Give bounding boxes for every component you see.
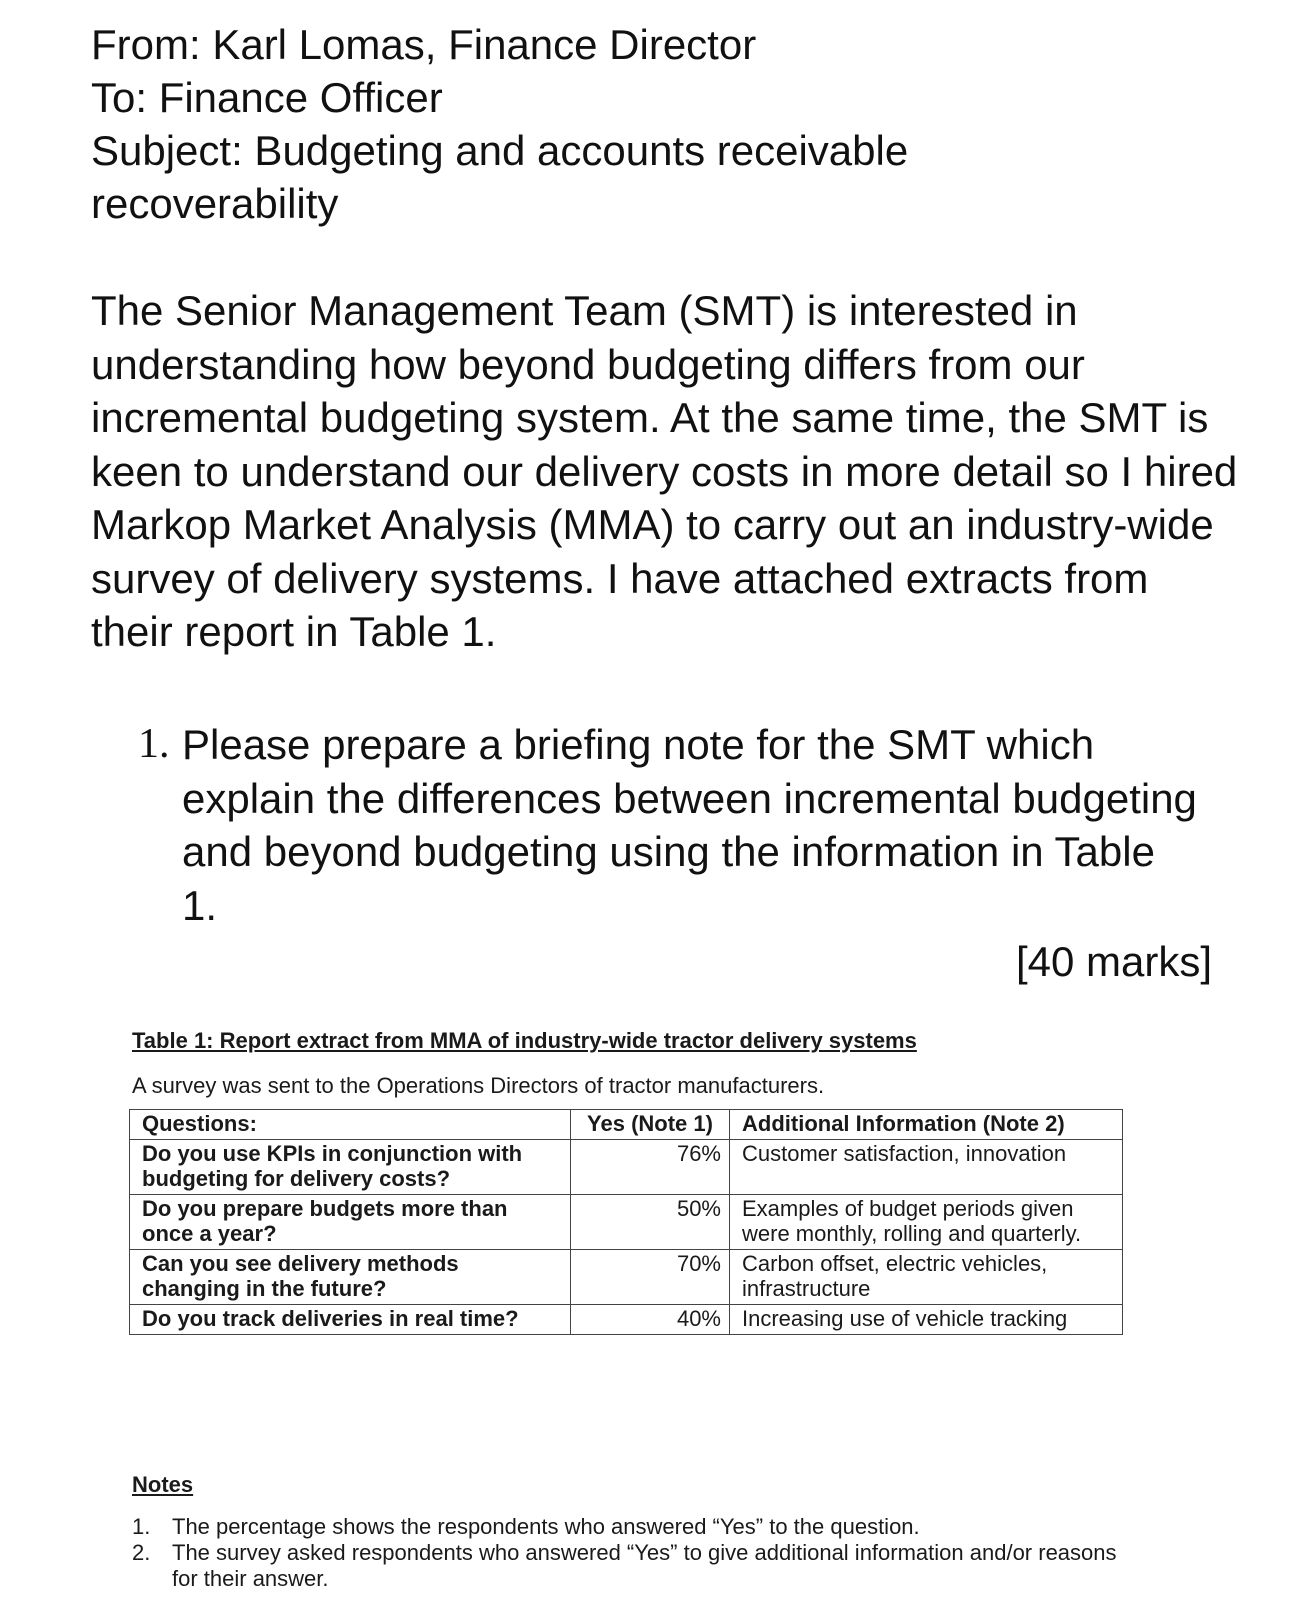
table-row	[130, 1305, 1123, 1335]
notes-title: Notes	[132, 1472, 194, 1497]
notes-list	[132, 1514, 1132, 1592]
row-question: Do you use KPIs in conjunction with budgeting for delivery costs?	[130, 1140, 571, 1195]
row-question: Do you track deliveries in real time?	[130, 1305, 571, 1335]
row-info: Examples of budget periods given were monthly, rolling and quarterly.	[730, 1195, 1123, 1250]
note-text: The survey asked respondents who answered “Yes” to give additional information and/or reasons for their answer.	[172, 1540, 1117, 1591]
row-yes: 70%	[571, 1250, 730, 1305]
note-number: 1.	[132, 1514, 151, 1539]
header-yes: Yes (Note 1)	[571, 1110, 730, 1140]
table-row	[130, 1250, 1123, 1305]
memo-from: From: Karl Lomas, Finance Director	[91, 21, 757, 68]
row-yes: 50%	[571, 1195, 730, 1250]
survey-table	[129, 1109, 1123, 1335]
table-row	[130, 1140, 1123, 1195]
row-yes: 40%	[571, 1305, 730, 1335]
row-question: Can you see delivery methods changing in the future?	[130, 1250, 571, 1305]
row-info: Customer satisfaction, innovation	[730, 1140, 1123, 1195]
row-info: Carbon offset, electric vehicles, infrastructure	[730, 1250, 1123, 1305]
memo-subject: Subject: Budgeting and accounts receivable	[91, 127, 909, 174]
table-title: Table 1: Report extract from MMA of industry-wide tractor delivery systems	[132, 1028, 917, 1053]
memo-to: To: Finance Officer	[91, 74, 443, 121]
row-yes: 76%	[571, 1140, 730, 1195]
note-number: 2.	[132, 1540, 151, 1565]
row-question: Do you prepare budgets more than once a year?	[130, 1195, 571, 1250]
question-item	[138, 718, 1198, 932]
question-text: Please prepare a briefing note for the SMT which explain the differences between incremental budgeting and beyond budgeting using the information in Table 1.	[182, 721, 1197, 929]
table-header-row	[130, 1110, 1123, 1140]
question-number: 1.	[138, 721, 170, 767]
note-item	[132, 1514, 1132, 1540]
header-info: Additional Information (Note 2)	[730, 1110, 1123, 1140]
intro-paragraph: The Senior Management Team (SMT) is interested in understanding how beyond budgeting differs from our incremental budgeting system. At the same time, the SMT is keen to understand our delivery costs in more detail so I hired Markop Market Analysis (MMA) to carry out an industry-wide survey of delivery systems. I have attached extracts from their report in Table 1.	[91, 287, 1238, 655]
note-text: The percentage shows the respondents who answered “Yes” to the question.	[172, 1514, 920, 1539]
table-intro: A survey was sent to the Operations Directors of tractor manufacturers.	[132, 1073, 825, 1098]
header-questions: Questions:	[130, 1110, 571, 1140]
memo-subject-continued: recoverability	[91, 180, 339, 227]
note-item	[132, 1540, 1132, 1592]
memo-header	[91, 18, 1191, 230]
row-info: Increasing use of vehicle tracking	[730, 1305, 1123, 1335]
table-row	[130, 1195, 1123, 1250]
marks-label: [40 marks]	[1015, 938, 1212, 985]
